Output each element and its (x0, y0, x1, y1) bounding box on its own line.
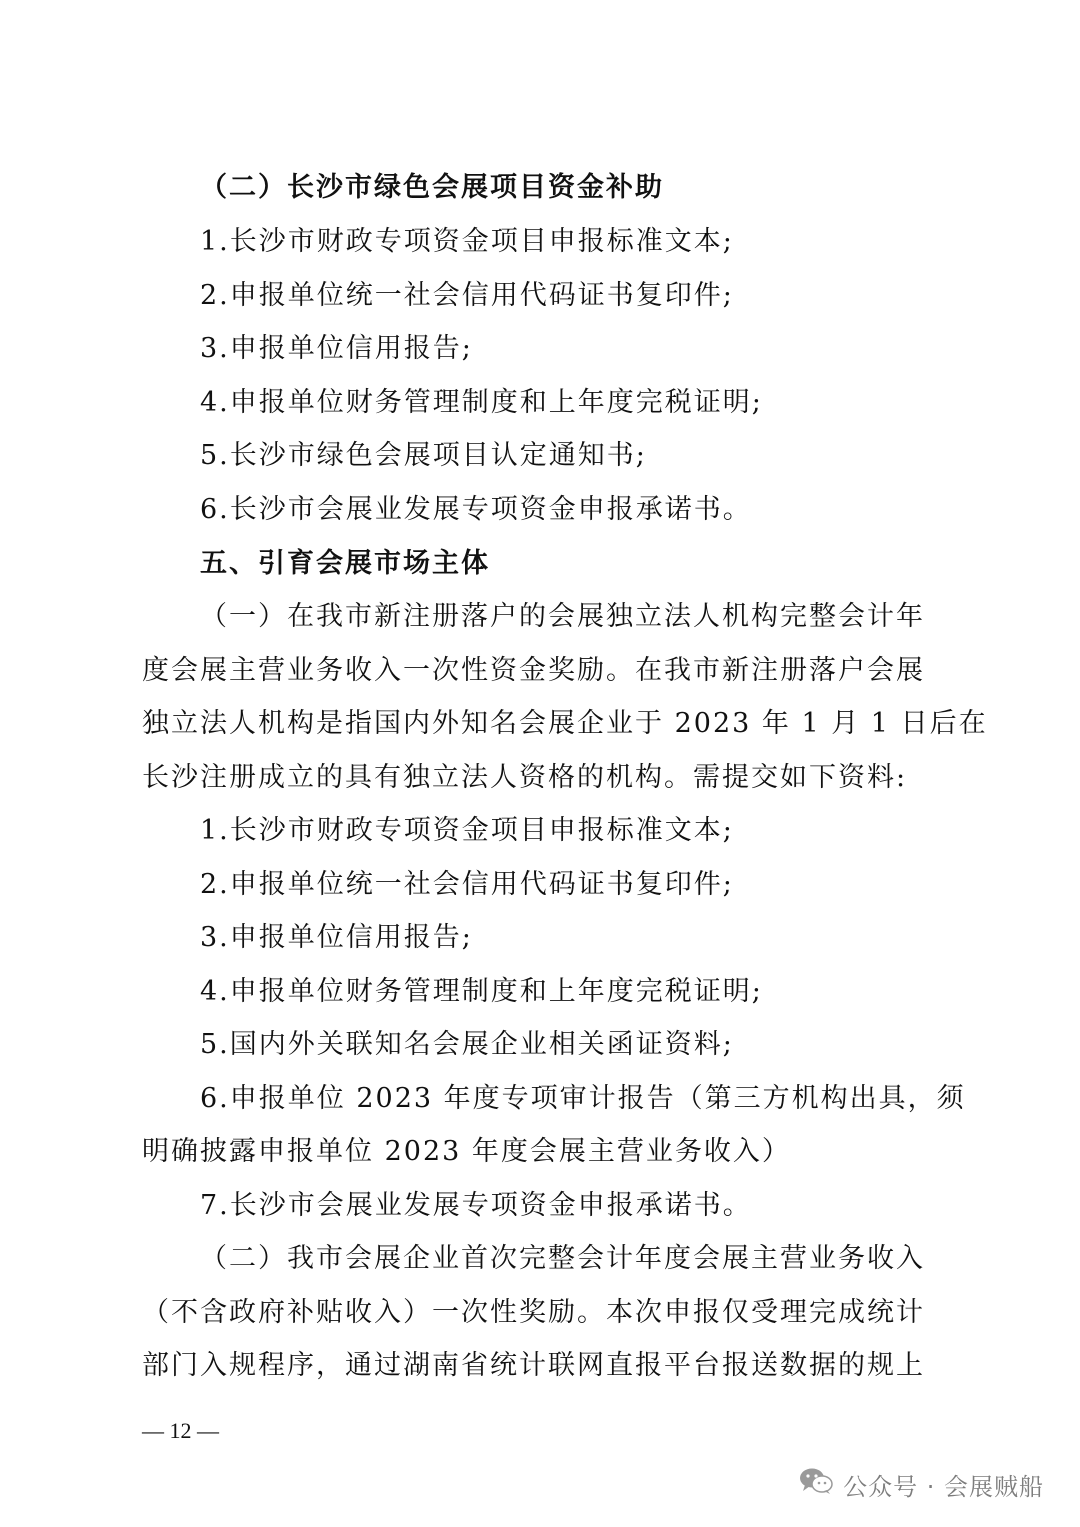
paragraph-line: 度会展主营业务收入一次性资金奖励。在我市新注册落户会展 (142, 655, 925, 686)
list-item: 2.申报单位统一社会信用代码证书复印件; (200, 869, 734, 900)
list-item: 7.长沙市会展业发展专项资金申报承诺书。 (200, 1190, 752, 1221)
page-number: — 12 — (142, 1418, 219, 1443)
list-item: 5.国内外关联知名会展企业相关函证资料; (200, 1029, 734, 1060)
list-item: 1.长沙市财政专项资金项目申报标准文本; (200, 226, 734, 257)
list-item: 3.申报单位信用报告; (200, 333, 473, 364)
paragraph-line: 部门入规程序，通过湖南省统计联网直报平台报送数据的规上 (142, 1350, 925, 1381)
paragraph-line: （二）我市会展企业首次完整会计年度会展主营业务收入 (200, 1243, 925, 1274)
watermark (799, 1466, 1044, 1502)
list-item: 5.长沙市绿色会展项目认定通知书; (200, 440, 647, 471)
part-heading: 五、引育会展市场主体 (200, 548, 490, 579)
list-item: 4.申报单位财务管理制度和上年度完税证明; (200, 976, 763, 1007)
paragraph-line: 独立法人机构是指国内外知名会展企业于 2023 年 1 月 1 日后在 (142, 708, 988, 739)
watermark-text: 公众号 · 会展贼船 (843, 1472, 1044, 1501)
list-item: 3.申报单位信用报告; (200, 922, 473, 953)
paragraph-line: （不含政府补贴收入）一次性奖励。本次申报仅受理完成统计 (142, 1297, 925, 1328)
paragraph-line: 长沙注册成立的具有独立法人资格的机构。需提交如下资料: (142, 762, 908, 793)
section-heading: （二）长沙市绿色会展项目资金补助 (200, 172, 664, 203)
list-item: 1.长沙市财政专项资金项目申报标准文本; (200, 815, 734, 846)
paragraph-line: （一）在我市新注册落户的会展独立法人机构完整会计年 (200, 601, 925, 632)
list-item: 4.申报单位财务管理制度和上年度完税证明; (200, 387, 763, 418)
list-item-continuation: 明确披露申报单位 2023 年度会展主营业务收入） (142, 1136, 791, 1167)
list-item: 2.申报单位统一社会信用代码证书复印件; (200, 280, 734, 311)
list-item: 6.申报单位 2023 年度专项审计报告（第三方机构出具，须 (200, 1083, 966, 1114)
wechat-icon (799, 1467, 843, 1501)
list-item: 6.长沙市会展业发展专项资金申报承诺书。 (200, 494, 752, 525)
